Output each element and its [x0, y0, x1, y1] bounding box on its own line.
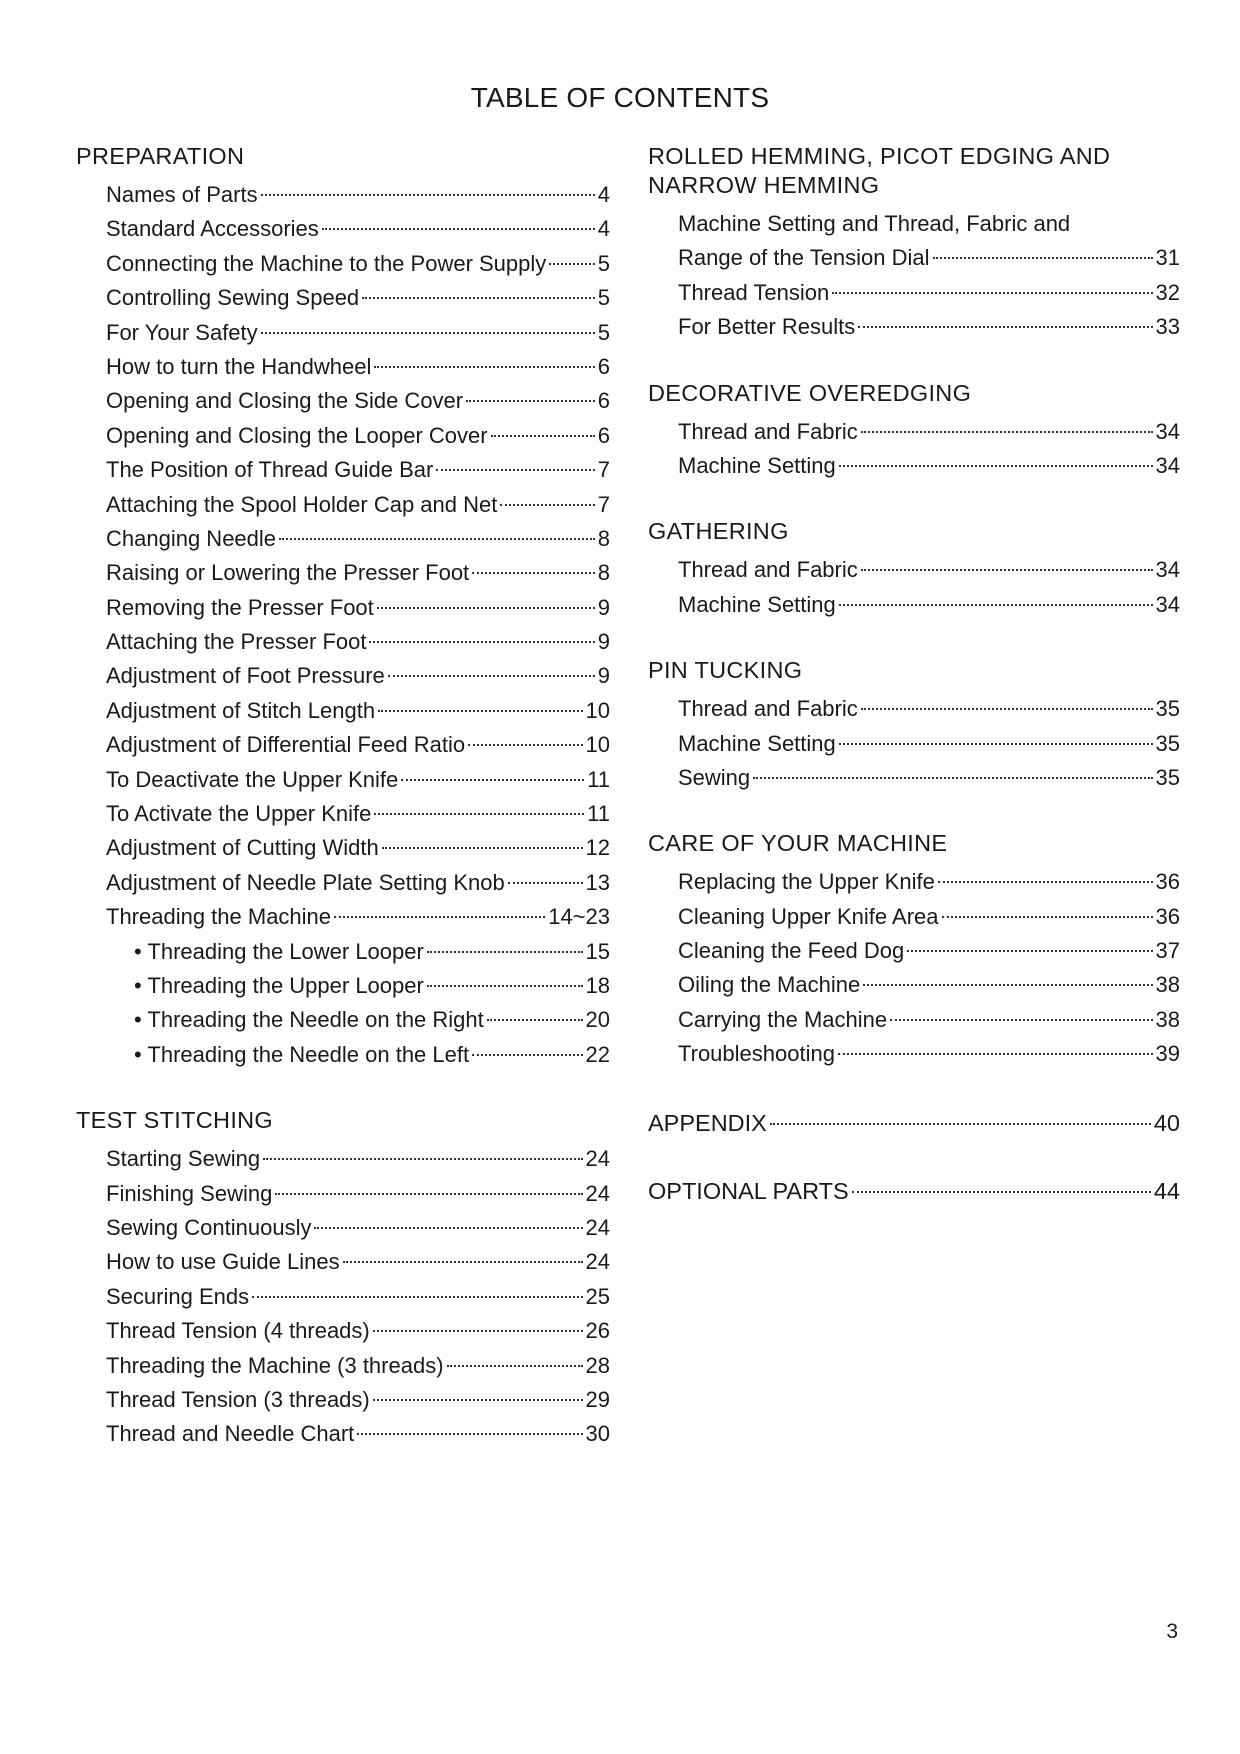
toc-entry[interactable]: [648, 727, 1180, 761]
entry-label: Adjustment of Foot Pressure: [106, 663, 385, 689]
toc-sub-entry[interactable]: [76, 1003, 610, 1037]
entry-page-number: 7: [597, 457, 610, 483]
entry-label: Adjustment of Cutting Width: [106, 835, 379, 861]
entry-label: Sewing: [678, 764, 751, 790]
toc-entry[interactable]: [648, 1037, 1180, 1071]
entry-label: Carrying the Machine: [678, 1006, 888, 1032]
entry-page-number: 11: [587, 801, 610, 827]
entry-page-number: 18: [585, 972, 610, 998]
entry-page-number: 9: [597, 663, 610, 689]
toc-section: [648, 517, 1180, 622]
entry-page-number: 37: [1155, 938, 1180, 964]
dot-leader: [373, 1330, 583, 1332]
entry-page-number: 30: [585, 1421, 610, 1447]
dot-leader: [436, 469, 594, 471]
section-title-line: NARROW HEMMING: [648, 172, 880, 198]
entry-label: Thread and Fabric: [678, 557, 858, 583]
entry-page-number: 6: [597, 353, 610, 379]
entry-label: Range of the Tension Dial: [678, 245, 930, 271]
entry-label: To Activate the Upper Knife: [106, 801, 372, 827]
entry-label: Cleaning Upper Knife Area: [678, 903, 939, 929]
dot-leader: [252, 1296, 582, 1298]
left-column: [76, 142, 610, 1452]
toc-entry-list: [76, 1142, 610, 1452]
entry-label: Attaching the Presser Foot: [106, 629, 367, 655]
entry-page-number: 34: [1155, 418, 1180, 444]
entry-page-number: 10: [585, 697, 610, 723]
entry-page-number: 8: [597, 525, 610, 551]
dot-leader: [378, 710, 582, 712]
entry-label: Starting Sewing: [106, 1146, 261, 1172]
toc-entry[interactable]: [648, 415, 1180, 449]
toc-entry[interactable]: [76, 419, 610, 453]
toc-entry[interactable]: [648, 588, 1180, 622]
entry-page-number: 36: [1155, 869, 1180, 895]
entry-label: For Better Results: [678, 314, 856, 340]
entry-page-number: 29: [585, 1386, 610, 1412]
dot-leader: [362, 297, 595, 299]
toc-entry[interactable]: [76, 350, 610, 384]
dot-leader: [491, 435, 595, 437]
entry-page-number: 28: [585, 1352, 610, 1378]
toc-entry-list: [648, 692, 1180, 795]
dot-leader: [369, 641, 594, 643]
entry-page-number: 35: [1155, 764, 1180, 790]
dot-leader: [466, 400, 595, 402]
toc-entry[interactable]: [648, 761, 1180, 795]
dot-leader: [933, 257, 1153, 259]
entry-page-number: 5: [597, 285, 610, 311]
section-title-line: TEST STITCHING: [76, 1107, 273, 1134]
section-title: [648, 656, 1180, 685]
dot-leader: [472, 1054, 582, 1056]
entry-label: Connecting the Machine to the Power Supply: [106, 250, 547, 276]
dot-leader: [863, 984, 1152, 986]
entry-label: Securing Ends: [106, 1283, 250, 1309]
section-title-line: DECORATIVE OVEREDGING: [648, 379, 972, 406]
entry-page-number: 5: [597, 250, 610, 276]
entry-page-number: 15: [585, 938, 610, 964]
dot-leader: [374, 813, 584, 815]
page-title: TABLE OF CONTENTS: [470, 82, 770, 113]
right-column: [648, 142, 1180, 1208]
toc-entry[interactable]: [76, 1383, 610, 1417]
entry-label: To Deactivate the Upper Knife: [106, 766, 399, 792]
dot-leader: [373, 1399, 583, 1401]
entry-label: The Position of Thread Guide Bar: [106, 457, 434, 483]
dot-leader: [343, 1261, 583, 1263]
dot-leader: [374, 366, 594, 368]
toc-entry-line: Machine Setting and Thread, Fabric and: [678, 211, 1071, 236]
toc-entry[interactable]: [76, 1177, 610, 1211]
entry-label: For Your Safety: [106, 319, 258, 345]
dot-leader: [427, 985, 583, 987]
toc-sub-entry[interactable]: [76, 1038, 610, 1072]
entry-label: Machine Setting: [678, 591, 836, 617]
entry-page-number: 4: [597, 182, 610, 207]
entry-label: Raising or Lowering the Presser Foot: [106, 560, 470, 586]
entry-page-number: 34: [1155, 452, 1180, 478]
toc-entry[interactable]: [76, 1245, 610, 1279]
toc-entry[interactable]: [76, 316, 610, 350]
toc-entry[interactable]: [76, 728, 610, 762]
dot-leader: [401, 779, 584, 781]
dot-leader: [427, 951, 583, 953]
section-title: [648, 517, 1180, 546]
entry-label: Sewing Continuously: [106, 1214, 312, 1240]
dot-leader: [861, 708, 1153, 710]
entry-page-number: 39: [1155, 1041, 1180, 1067]
section-title-line: ROLLED HEMMING, PICOT EDGING AND: [648, 143, 1111, 169]
toc-entry[interactable]: [648, 900, 1180, 934]
dot-leader: [500, 504, 594, 506]
dot-leader: [447, 1365, 583, 1367]
entry-label: Thread Tension (4 threads): [106, 1318, 370, 1344]
dot-leader: [938, 881, 1153, 883]
entry-label: Thread Tension (3 threads): [106, 1386, 370, 1412]
section-title-line: PIN TUCKING: [648, 657, 803, 684]
entry-page-number: 24: [585, 1146, 610, 1172]
entry-page-number: 6: [597, 422, 610, 448]
dot-leader: [382, 847, 583, 849]
toc-entry[interactable]: [76, 522, 610, 556]
section-title: [648, 142, 1180, 200]
toc-entry[interactable]: [76, 625, 610, 659]
toc-entry[interactable]: [648, 865, 1180, 899]
dot-leader: [261, 332, 595, 334]
entry-label: OPTIONAL PARTS: [648, 1178, 849, 1205]
dot-leader: [334, 916, 545, 918]
dot-leader: [508, 882, 583, 884]
toc-entry[interactable]: [648, 276, 1180, 310]
toc-entry[interactable]: [76, 1211, 610, 1245]
dot-leader: [942, 916, 1153, 918]
toc-section: [648, 379, 1180, 484]
entry-page-number: 9: [597, 594, 610, 620]
entry-page-number: 14~23: [548, 904, 610, 930]
toc-entry[interactable]: [648, 1174, 1180, 1208]
dot-leader: [263, 1158, 582, 1160]
entry-page-number: 33: [1155, 314, 1180, 340]
toc-entry[interactable]: [76, 281, 610, 315]
entry-label: Changing Needle: [106, 525, 277, 551]
entry-page-number: 12: [585, 835, 610, 861]
entry-label: Controlling Sewing Speed: [106, 285, 360, 311]
toc-entry[interactable]: [648, 449, 1180, 483]
section-title-line: GATHERING: [648, 518, 789, 545]
entry-page-number: 24: [585, 1214, 610, 1240]
toc-entry[interactable]: [76, 659, 610, 693]
toc-entry[interactable]: [76, 453, 610, 487]
entry-page-number: 32: [1155, 279, 1180, 305]
entry-label: Finishing Sewing: [106, 1180, 273, 1206]
toc-entry[interactable]: [76, 797, 610, 831]
entry-page-number: 44: [1153, 1178, 1180, 1205]
entry-page-number: 36: [1155, 903, 1180, 929]
entry-page-number: 35: [1155, 696, 1180, 722]
dot-leader: [907, 950, 1152, 952]
toc-entry[interactable]: [76, 763, 610, 797]
dot-leader: [487, 1019, 583, 1021]
toc-sub-entry[interactable]: [76, 969, 610, 1003]
entry-label: Machine Setting: [678, 730, 836, 756]
toc-entry-list: [648, 865, 1180, 1071]
entry-label: Thread and Needle Chart: [106, 1421, 355, 1447]
entry-label: Adjustment of Needle Plate Setting Knob: [106, 869, 505, 895]
dot-leader: [377, 607, 595, 609]
toc-entry[interactable]: [76, 1280, 610, 1314]
dot-leader: [753, 777, 1152, 779]
entry-page-number: 25: [585, 1283, 610, 1309]
toc-entry[interactable]: [648, 553, 1180, 587]
entry-label: Opening and Closing the Looper Cover: [106, 422, 488, 448]
section-title: [648, 379, 1180, 408]
toc-entry[interactable]: [76, 212, 610, 246]
dot-leader: [322, 228, 595, 230]
section-title: [76, 1106, 610, 1135]
entry-page-number: 22: [585, 1041, 610, 1067]
entry-label: Threading the Machine: [106, 904, 332, 930]
entry-label: • Threading the Upper Looper: [134, 972, 424, 998]
toc-entry[interactable]: [76, 247, 610, 281]
dot-leader: [468, 744, 582, 746]
toc-entry[interactable]: [76, 1142, 610, 1176]
toc-entry[interactable]: [648, 968, 1180, 1002]
dot-leader: [839, 743, 1153, 745]
toc-entry[interactable]: [76, 1349, 610, 1383]
toc-entry[interactable]: [76, 900, 610, 934]
section-title-line: PREPARATION: [76, 143, 245, 169]
toc-entry-list: [648, 415, 1180, 484]
entry-page-number: 7: [597, 491, 610, 517]
dot-leader: [890, 1019, 1152, 1021]
dot-leader: [861, 569, 1153, 571]
entry-page-number: 24: [585, 1180, 610, 1206]
page-number: 3: [1166, 1620, 1178, 1643]
entry-page-number: 35: [1155, 730, 1180, 756]
entry-page-number: 40: [1153, 1109, 1180, 1136]
entry-page-number: 38: [1155, 972, 1180, 998]
entry-label: How to turn the Handwheel: [106, 353, 372, 379]
dot-leader: [472, 572, 595, 574]
toc-entry[interactable]: [76, 694, 610, 728]
entry-page-number: 34: [1155, 557, 1180, 583]
dot-leader: [832, 292, 1152, 294]
entry-label: Thread and Fabric: [678, 418, 858, 444]
toc-entry[interactable]: [76, 866, 610, 900]
dot-leader: [852, 1191, 1151, 1193]
dot-leader: [861, 431, 1153, 433]
toc-entry[interactable]: [648, 1106, 1180, 1140]
entry-label: Thread and Fabric: [678, 696, 858, 722]
toc-entry[interactable]: [648, 241, 1180, 275]
entry-label: • Threading the Lower Looper: [134, 938, 424, 964]
dot-leader: [357, 1433, 582, 1435]
dot-leader: [838, 1053, 1153, 1055]
toc-entry-list: [648, 553, 1180, 622]
entry-page-number: 24: [585, 1249, 610, 1275]
entry-page-number: 5: [597, 319, 610, 345]
entry-page-number: 11: [587, 766, 610, 792]
entry-label: Machine Setting: [678, 452, 836, 478]
toc-sub-entry[interactable]: [76, 935, 610, 969]
entry-page-number: 4: [597, 216, 610, 242]
entry-label: Troubleshooting: [678, 1041, 835, 1067]
dot-leader: [839, 604, 1153, 606]
entry-page-number: 13: [585, 869, 610, 895]
entry-page-number: 10: [585, 732, 610, 758]
toc-section: [648, 142, 1180, 345]
entry-label: Oiling the Machine: [678, 972, 861, 998]
toc-entry[interactable]: [76, 384, 610, 418]
entry-label: Standard Accessories: [106, 216, 319, 242]
dot-leader: [549, 263, 594, 265]
toc-entry[interactable]: [648, 692, 1180, 726]
entry-page-number: 31: [1155, 245, 1180, 271]
dot-leader: [858, 326, 1152, 328]
entry-label: APPENDIX: [648, 1109, 767, 1136]
toc-entry[interactable]: [648, 934, 1180, 968]
entry-page-number: 6: [597, 388, 610, 414]
entry-page-number: 20: [585, 1007, 610, 1033]
toc-section: [76, 1106, 610, 1452]
toc-entry[interactable]: [76, 1417, 610, 1451]
toc-section: [648, 829, 1180, 1071]
entry-label: • Threading the Needle on the Left: [134, 1041, 470, 1067]
toc-entry-list: [76, 178, 610, 1072]
section-title: [76, 142, 610, 171]
dot-leader: [770, 1123, 1151, 1125]
toc-entry[interactable]: [76, 1314, 610, 1348]
entry-label: How to use Guide Lines: [106, 1249, 340, 1275]
dot-leader: [261, 194, 595, 196]
toc-entry[interactable]: [76, 591, 610, 625]
entry-label: Cleaning the Feed Dog: [678, 938, 905, 964]
entry-page-number: 38: [1155, 1006, 1180, 1032]
toc-entry[interactable]: [76, 178, 610, 212]
section-title-line: CARE OF YOUR MACHINE: [648, 830, 948, 857]
entry-page-number: 9: [597, 629, 610, 655]
entry-label: Attaching the Spool Holder Cap and Net: [106, 491, 498, 517]
dot-leader: [275, 1193, 582, 1195]
entry-page-number: 26: [585, 1318, 610, 1344]
entry-page-number: 8: [597, 560, 610, 586]
entry-label: Replacing the Upper Knife: [678, 869, 935, 895]
entry-label: Adjustment of Differential Feed Ratio: [106, 732, 466, 758]
dot-leader: [839, 465, 1153, 467]
entry-label: Names of Parts: [106, 182, 258, 207]
entry-label: Removing the Presser Foot: [106, 594, 374, 620]
entry-label: Adjustment of Stitch Length: [106, 697, 376, 723]
toc-entry[interactable]: [648, 1003, 1180, 1037]
dot-leader: [314, 1227, 582, 1229]
entry-label: Thread Tension: [678, 279, 830, 305]
toc-entry[interactable]: [76, 488, 610, 522]
section-title: [648, 829, 1180, 858]
dot-leader: [279, 538, 595, 540]
toc-section: [648, 656, 1180, 795]
entry-page-number: 34: [1155, 591, 1180, 617]
toc-entry-list: [648, 207, 1180, 345]
dot-leader: [388, 675, 595, 677]
toc-entry[interactable]: [76, 556, 610, 590]
toc-entry[interactable]: [76, 831, 610, 865]
entry-label: Threading the Machine (3 threads): [106, 1352, 444, 1378]
toc-entry[interactable]: [648, 310, 1180, 344]
toc-section: [76, 142, 610, 1072]
entry-label: Opening and Closing the Side Cover: [106, 388, 464, 414]
entry-label: • Threading the Needle on the Right: [134, 1007, 484, 1033]
